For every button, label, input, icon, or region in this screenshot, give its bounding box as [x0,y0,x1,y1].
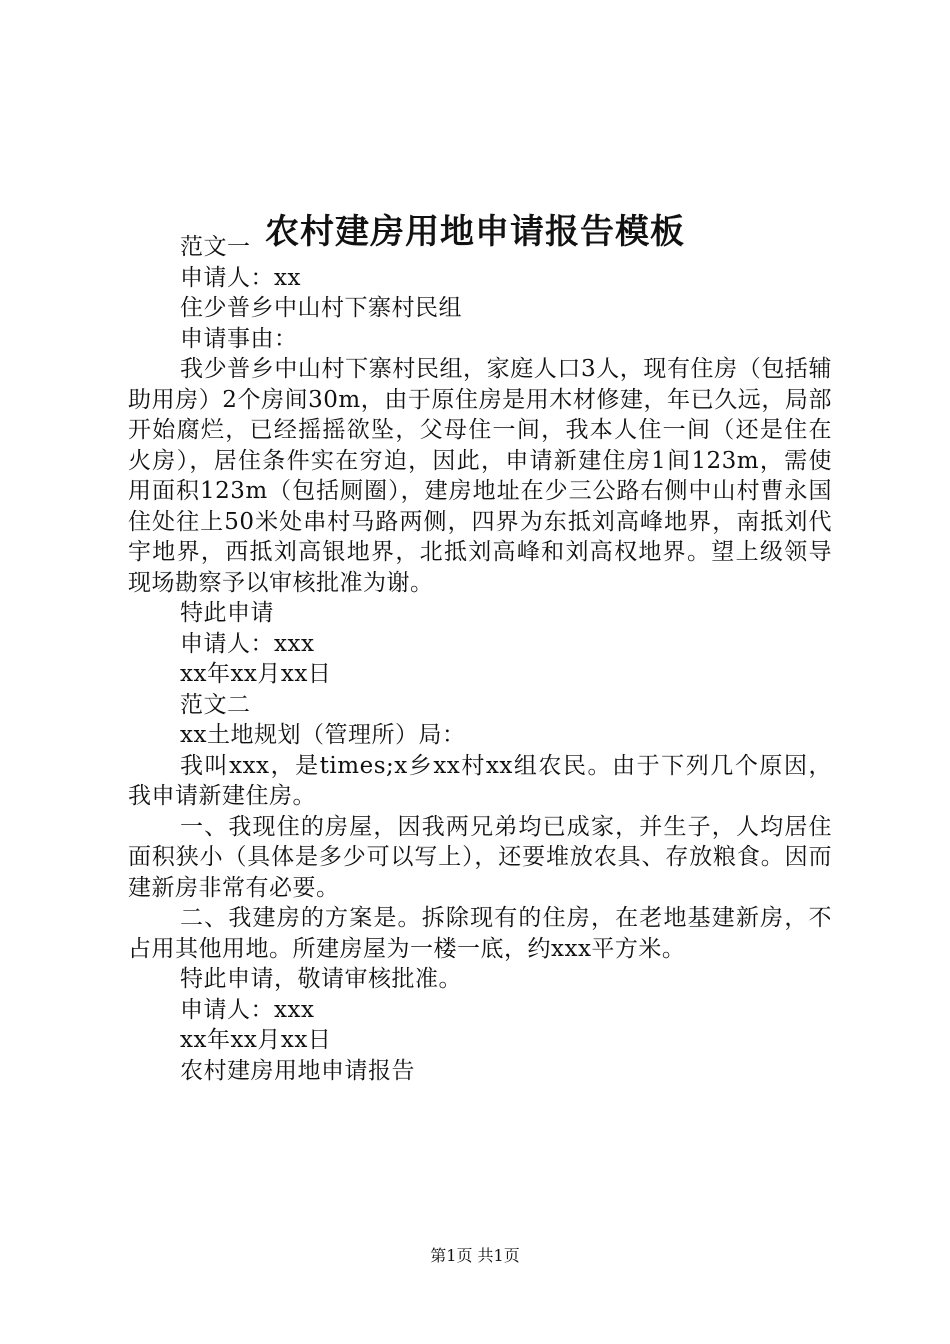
document-title: 农村建房用地申请报告模板 [265,211,685,252]
related-title-line: 农村建房用地申请报告 [180,1057,415,1084]
date-line: xx年xx月xx日 [180,1027,332,1053]
closing-line: 特此申请，敬请审核批准。 [180,966,462,992]
body-paragraph: 一、我现住的房屋，因我两兄弟均已成家，并生子，人均居住面积狭小（具体是多少可以写上），还要堆放农具、存放粮食。因而建新房非常有必要。 [128,813,832,901]
page-footer: 第1页 共1页 [430,1246,520,1265]
body-paragraph: 二、我建房的方案是。拆除现有的住房，在老地基建新房，不占用其他用地。所建房屋为一楼一底，约xxx平方米。 [128,905,832,962]
document-body [128,232,832,1086]
applicant-line: 申请人：xxx [180,996,315,1023]
body-paragraph: 我少普乡中山村下寨村民组，家庭人口3人，现有住房（包括辅助用房）2个房间30m，由于原住房是用木材修建，年已久远，局部开始腐烂，已经摇摇欲坠，父母住一间，我本人住一间（还是住在火房），居住条件实在穷迫，因此，申请新建住房1间123m，需使用面积123m（包括厕圈），建房地址在少三公路右侧中山村曹永国住处往上50米处串村马路两侧，四界为东抵刘高峰地界，南抵刘代宇地界，西抵刘高银地界，北抵刘高峰和刘高权地界。望上级领导现场勘察予以审核批准为谢。 [128,356,832,596]
closing-line: 特此申请 [180,600,274,626]
reason-heading: 申请事由： [180,325,298,352]
body-paragraph: 我叫xxx，是times;x乡xx村xx组农民。由于下列几个原因，我申请新建住房。 [128,752,832,809]
section-heading: 范文一 [180,234,251,260]
section-heading: 范文二 [180,691,251,718]
addressee-line: xx土地规划（管理所）局： [180,722,466,748]
applicant-line: 申请人：xx [180,264,301,291]
date-line: xx年xx月xx日 [180,661,332,687]
applicant-line: 申请人：xxx [180,630,315,657]
address-line: 住少普乡中山村下寨村民组 [180,295,462,321]
